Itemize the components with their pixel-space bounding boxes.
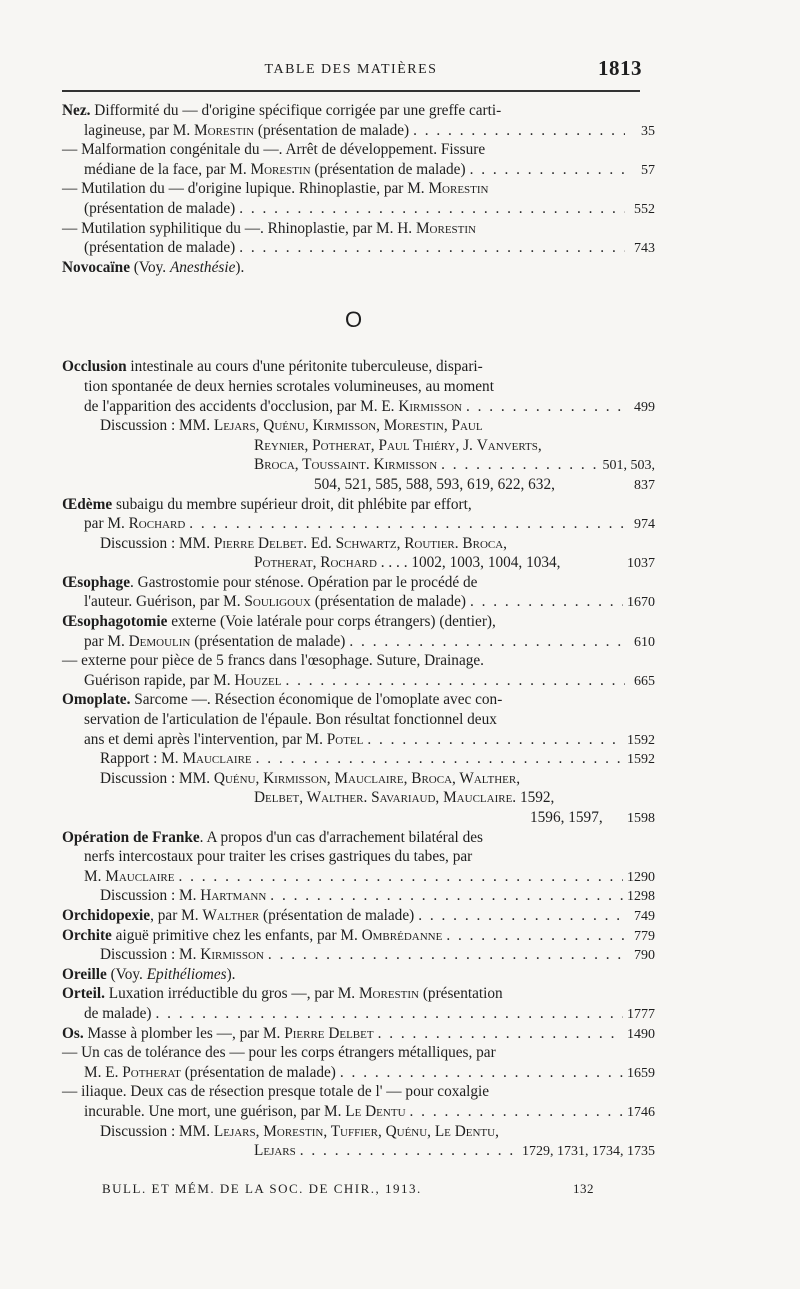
page-reference: 1592 [627, 732, 655, 748]
index-line [62, 1082, 655, 1102]
index-line [62, 160, 655, 180]
entry-text: lagineuse, par M. Morestin (présentation de malade) [84, 121, 410, 139]
entry-text: Omoplate. Sarcome —. Résection économique de l'omoplate avec con- [62, 691, 503, 709]
index-line [62, 945, 655, 965]
entry-text: — Mutilation syphilitique du —. Rhinoplastie, par M. H. Morestin [62, 219, 476, 237]
page-reference: 1670 [627, 595, 655, 611]
index-line [62, 867, 655, 887]
section-letter: O [344, 307, 363, 333]
index-line [62, 219, 655, 239]
index-line [62, 847, 655, 867]
index-line [62, 828, 655, 848]
entry-text: Discussion : MM. Pierre Delbet. Ed. Schwartz, Routier. Broca, [100, 534, 507, 552]
entry-text: (présentation de malade) [84, 199, 236, 217]
entry-text: Orchite aiguë primitive chez les enfants, par M. Ombrédanne [62, 926, 443, 944]
index-line [62, 1122, 655, 1142]
entry-text: M. Mauclaire [84, 867, 175, 885]
entry-text: — iliaque. Deux cas de résection presque totale de l' — pour coxalgie [62, 1083, 490, 1101]
page-reference: 1592 [627, 752, 655, 768]
dot-leader [446, 926, 625, 946]
entry-text: ans et demi après l'intervention, par M. Potel [84, 730, 364, 748]
index-line [62, 553, 655, 573]
index-line [62, 886, 655, 906]
entry-text: Lejars [254, 1142, 296, 1160]
page-reference: 974 [634, 517, 655, 533]
page-reference: 1746 [627, 1104, 655, 1120]
dot-leader [285, 671, 625, 691]
index-line [62, 965, 655, 985]
entry-text: — Un cas de tolérance des — pour les corps étrangers métalliques, par [62, 1044, 496, 1062]
index-line [62, 357, 655, 377]
dot-leader [270, 886, 623, 906]
entry-text: Discussion : MM. Lejars, Quénu, Kirmisson, Morestin, Paul [100, 417, 483, 435]
index-line [62, 416, 655, 436]
entry-text: Œsophage. Gastrostomie pour sténose. Opération par le procédé de [62, 573, 478, 591]
dot-leader [189, 514, 625, 534]
dot-leader [410, 1102, 623, 1122]
index-line [62, 788, 655, 808]
page-reference: 749 [634, 908, 655, 924]
entry-text: — Malformation congénitale du —. Arrêt de développement. Fissure [62, 141, 486, 159]
index-line [62, 926, 655, 946]
entry-text: — externe pour pièce de 5 francs dans l'œsophage. Suture, Drainage. [62, 652, 484, 670]
index-line [62, 495, 655, 515]
page-reference: 35 [641, 123, 655, 139]
dot-leader [349, 632, 625, 652]
entry-text: nerfs intercostaux pour traiter les crises gastriques du tabes, par [84, 848, 473, 866]
entry-text: Os. Masse à plomber les —, par M. Pierre Delbet [62, 1024, 374, 1042]
entry-text: Guérison rapide, par M. Houzel [84, 671, 282, 689]
index-line [62, 769, 655, 789]
page-reference: 552 [634, 201, 655, 217]
entry-text: Discussion : MM. Quénu, Kirmisson, Mauclaire, Broca, Walther, [100, 769, 521, 787]
entry-text: Orchidopexie, par M. Walther (présentation de malade) [62, 906, 415, 924]
entry-text: M. E. Potherat (présentation de malade) [84, 1063, 336, 1081]
entry-text: par M. Demoulin (présentation de malade) [84, 632, 346, 650]
index-line [62, 514, 655, 534]
entry-text: l'auteur. Guérison, par M. Souligoux (présentation de malade) [84, 593, 466, 611]
entry-text: 504, 521, 585, 588, 593, 619, 622, 632, [314, 475, 555, 493]
entry-text: servation de l'articulation de l'épaule. Bon résultat fonctionnel deux [84, 711, 497, 729]
entry-text: 1596, 1597, [530, 809, 603, 826]
entry-text: Orteil. Luxation irréductible du gros —, par M. Morestin (présentation [62, 985, 503, 1003]
entry-text: — Mutilation du — d'origine lupique. Rhinoplastie, par M. Morestin [62, 180, 489, 198]
entry-text: Œsophagotomie externe (Voie latérale pour corps étrangers) (dentier), [62, 613, 496, 631]
index-line [62, 258, 655, 278]
index-line [62, 808, 655, 828]
page-header [62, 58, 640, 82]
index-line [62, 101, 655, 121]
index-line [62, 671, 655, 691]
dot-leader [340, 1063, 623, 1083]
entry-text: Discussion : M. Hartmann [100, 887, 267, 905]
index-line [62, 612, 655, 632]
index-line [62, 1004, 655, 1024]
page-reference: 1490 [627, 1026, 655, 1042]
index-line [62, 592, 655, 612]
index-body [62, 101, 655, 1161]
index-line [62, 632, 655, 652]
page-number: 1813 [598, 56, 642, 80]
index-line [62, 984, 655, 1004]
running-title: TABLE DES MATIÈRES [264, 62, 438, 77]
page-footer [102, 1181, 602, 1197]
entry-text: Rapport : M. Mauclaire [100, 750, 252, 768]
index-line [62, 534, 655, 554]
index-line [62, 179, 655, 199]
dot-leader [413, 121, 625, 141]
page-reference: 790 [634, 948, 655, 964]
page-reference: 779 [634, 928, 655, 944]
index-line [62, 690, 655, 710]
dot-leader [256, 749, 623, 769]
dot-leader [239, 199, 625, 219]
index-line [62, 455, 655, 475]
dot-leader [470, 592, 623, 612]
index-line [62, 906, 655, 926]
dot-leader [470, 160, 625, 180]
entry-text: Oreille (Voy. Epithéliomes). [62, 965, 236, 983]
index-line [62, 199, 655, 219]
entry-text: Discussion : M. Kirmisson [100, 946, 264, 964]
page-reference: 499 [634, 399, 655, 415]
index-line [62, 1141, 655, 1161]
index-line [62, 749, 655, 769]
page-reference: 501, 503, [602, 458, 655, 474]
page-reference: 743 [634, 241, 655, 257]
index-line [62, 1063, 655, 1083]
index-line [62, 1024, 655, 1044]
entry-text: Nez. Difformité du — d'origine spécifique corrigée par une greffe carti- [62, 102, 502, 119]
dot-leader [378, 1024, 623, 1044]
index-line [62, 377, 655, 397]
dot-leader [367, 730, 623, 750]
page-reference: 610 [634, 634, 655, 650]
page-reference: 1298 [627, 889, 655, 905]
index-line [62, 710, 655, 730]
entry-text: Potherat, Rochard . . . . 1002, 1003, 1004, 1034, [254, 554, 561, 572]
footer-citation: BULL. ET MÉM. DE LA SOC. DE CHIR., 1913. [102, 1181, 422, 1196]
entry-text: tion spontanée de deux hernies scrotales volumineuses, au moment [84, 377, 494, 395]
index-line [62, 436, 655, 456]
footer-signature-number: 132 [573, 1181, 594, 1196]
index-line [62, 475, 655, 495]
dot-leader [178, 867, 623, 887]
entry-text: Delbet, Walther. Savariaud, Mauclaire. 1592, [254, 789, 555, 807]
dot-leader [156, 1004, 623, 1024]
page-reference: 1659 [627, 1065, 655, 1081]
page-reference: 1290 [627, 869, 655, 885]
dot-leader [441, 455, 598, 475]
entry-text: médiane de la face, par M. Morestin (présentation de malade) [84, 160, 466, 178]
entry-text: de l'apparition des accidents d'occlusion, par M. E. Kirmisson [84, 397, 462, 415]
entry-text: Opération de Franke. A propos d'un cas d'arrachement bilatéral des [62, 828, 483, 846]
page-reference: 1729, 1731, 1734, 1735 [522, 1144, 655, 1160]
page-reference: 665 [634, 673, 655, 689]
index-line [62, 238, 655, 258]
entry-text: (présentation de malade) [84, 239, 236, 257]
index-line [62, 140, 655, 160]
entry-text: Broca, Toussaint. Kirmisson [254, 456, 438, 474]
page-reference: 1598 [627, 811, 655, 826]
dot-leader [300, 1141, 518, 1161]
page-reference: 57 [641, 162, 655, 178]
entry-text: Occlusion intestinale au cours d'une péritonite tuberculeuse, dispari- [62, 358, 483, 376]
dot-leader [418, 906, 625, 926]
entry-text: Œdème subaigu du membre supérieur droit, dit phlébite par effort, [62, 495, 472, 513]
dot-leader [466, 397, 625, 417]
entry-text: de malade) [84, 1004, 152, 1022]
entry-text: incurable. Une mort, une guérison, par M. Le Dentu [84, 1102, 406, 1120]
entry-text: Novocaïne (Voy. Anesthésie). [62, 258, 245, 276]
page-reference: 1777 [627, 1006, 655, 1022]
index-line [62, 730, 655, 750]
dot-leader [239, 238, 625, 258]
entry-text: par M. Rochard [84, 515, 186, 533]
index-line [62, 121, 655, 141]
index-line [62, 1043, 655, 1063]
index-line [62, 573, 655, 593]
header-rule [62, 90, 640, 92]
index-line [62, 651, 655, 671]
page-reference: 1037 [627, 556, 655, 572]
dot-leader [268, 945, 625, 965]
index-line [62, 397, 655, 417]
entry-text: Reynier, Potherat, Paul Thiéry, J. Vanverts, [254, 436, 542, 454]
index-line [62, 1102, 655, 1122]
page-reference: 837 [634, 477, 655, 493]
entry-text: Discussion : MM. Lejars, Morestin, Tuffier, Quénu, Le Dentu, [100, 1122, 499, 1140]
